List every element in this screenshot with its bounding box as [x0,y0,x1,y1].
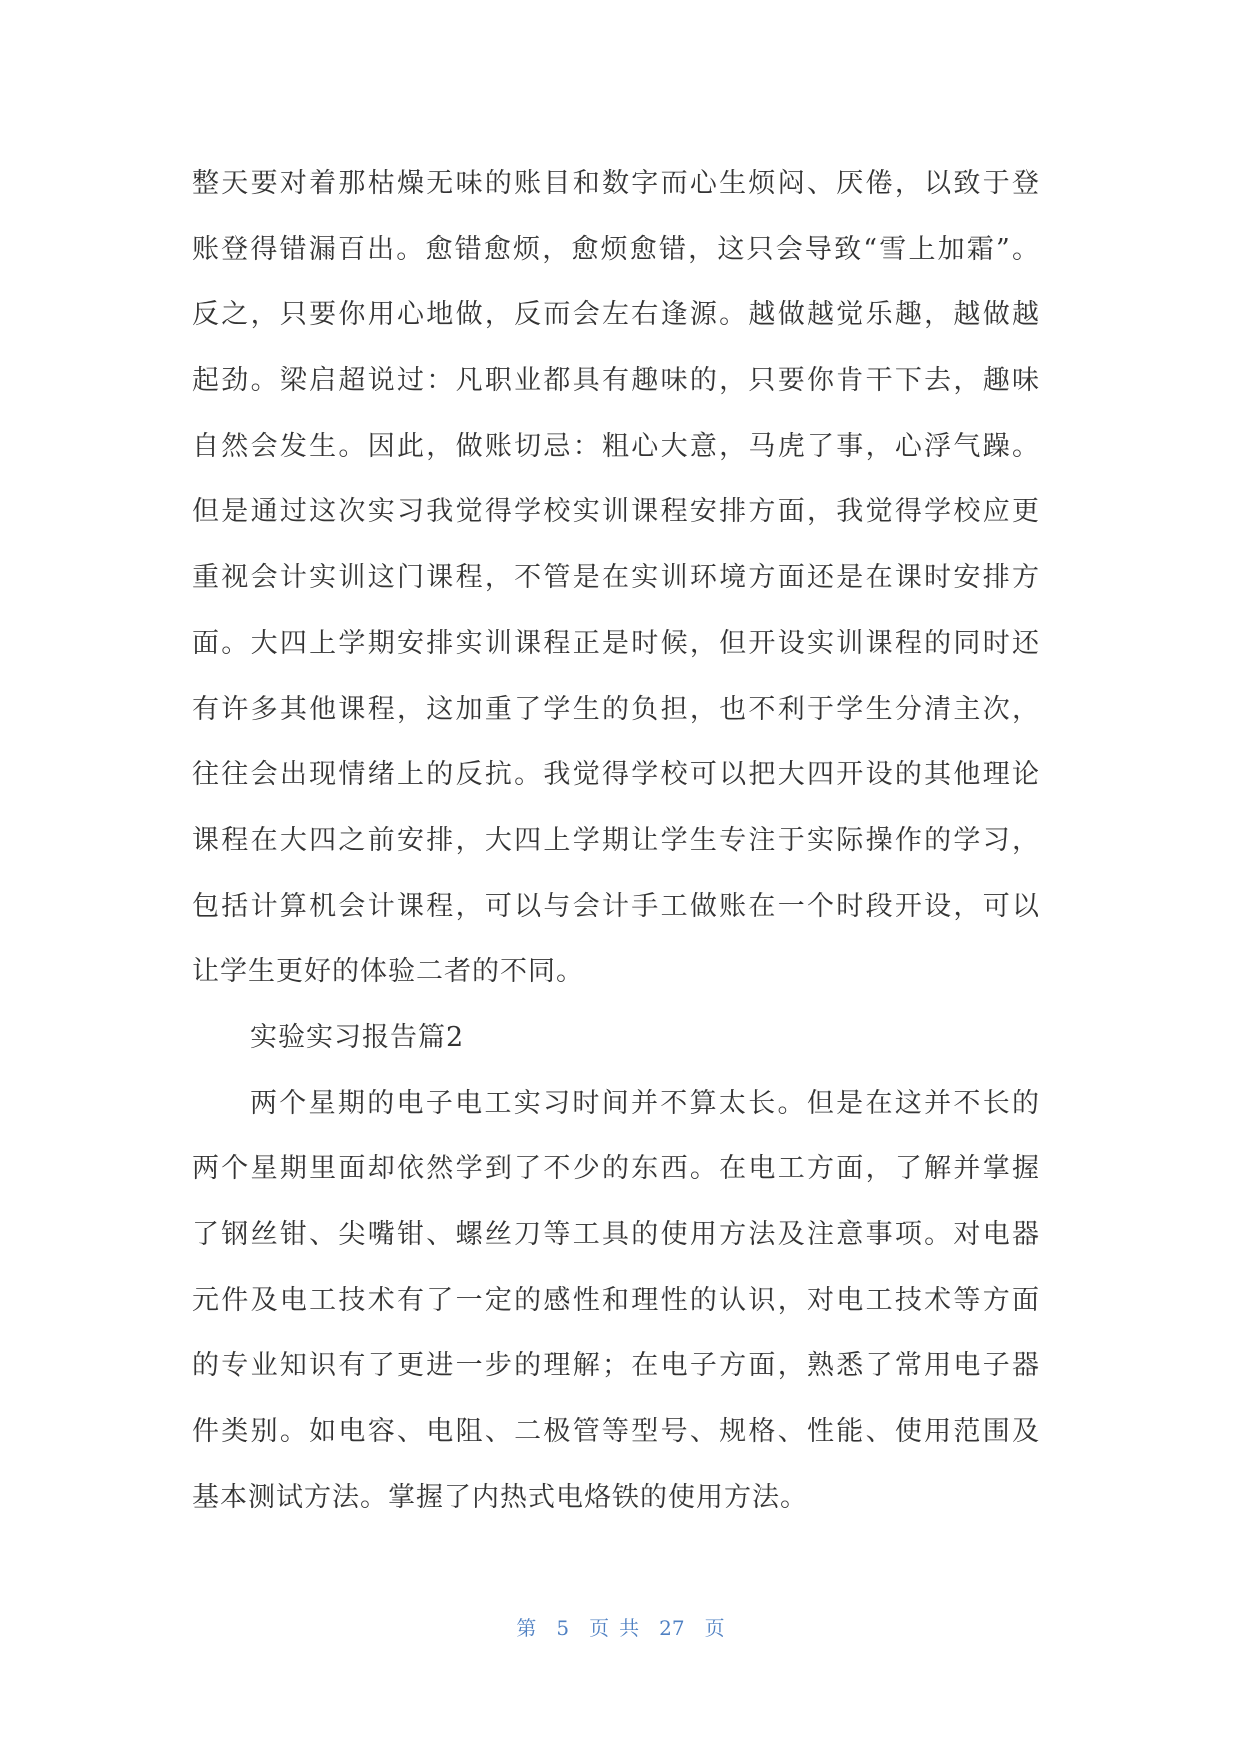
body-text-line: 基本测试方法。掌握了内热式电烙铁的使用方法。 [192,1481,808,1513]
body-text-line: 自然会发生。因此，做账切忌：粗心大意，马虎了事，心浮气躁。 [192,430,1040,462]
body-text-line: 起劲。梁启超说过：凡职业都具有趣味的，只要你肯干下去，趣味 [192,365,1040,397]
body-text-line: 有许多其他课程，这加重了学生的负担，也不利于学生分清主次， [192,693,1040,725]
page-suffix: 页 [704,1616,725,1640]
body-text-line: 但是通过这次实习我觉得学校实训课程安排方面，我觉得学校应更 [192,496,1040,528]
body-text-line: 包括计算机会计课程，可以与会计手工做账在一个时段开设，可以 [192,890,1040,922]
body-text-line: 面。大四上学期安排实训课程正是时候，但开设实训课程的同时还 [192,627,1040,659]
body-text-line: 往往会出现情绪上的反抗。我觉得学校可以把大四开设的其他理论 [192,759,1040,791]
body-text-line: 的专业知识有了更进一步的理解；在电子方面，熟悉了常用电子器 [192,1350,1040,1382]
body-text-line: 重视会计实训这门课程，不管是在实训环境方面还是在课时安排方 [192,562,1040,594]
page-footer [0,1614,1241,1642]
page-prefix: 第 [516,1616,537,1640]
body-text-line: 两个星期的电子电工实习时间并不算太长。但是在这并不长的 [250,1087,1040,1119]
body-text-line: 反之，只要你用心地做，反而会左右逢源。越做越觉乐趣，越做越 [192,299,1040,331]
body-text-line: 元件及电工技术有了一定的感性和理性的认识，对电工技术等方面 [192,1284,1040,1316]
body-text-line: 件类别。如电容、电阻、二极管等型号、规格、性能、使用范围及 [192,1416,1040,1448]
body-text-line: 课程在大四之前安排，大四上学期让学生专注于实际操作的学习， [192,824,1040,856]
body-text-line: 了钢丝钳、尖嘴钳、螺丝刀等工具的使用方法及注意事项。对电器 [192,1219,1040,1250]
page-word: 页 [589,1616,610,1640]
total-prefix: 共 [619,1616,640,1640]
document-body [192,151,1040,1530]
body-text-line: 整天要对着那枯燥无味的账目和数字而心生烦闷、厌倦，以致于登 [192,168,1040,199]
body-text-line: 账登得错漏百出。愈错愈烦，愈烦愈错，这只会导致“雪上加霜”。 [192,233,1040,265]
body-text-line: 让学生更好的体验二者的不同。 [192,956,584,988]
body-text-line: 两个星期里面却依然学到了不少的东西。在电工方面，了解并掌握 [192,1153,1040,1185]
current-page-number: 5 [556,1616,570,1640]
section-heading: 实验实习报告篇2 [250,1021,465,1053]
total-pages-number: 27 [659,1616,685,1640]
